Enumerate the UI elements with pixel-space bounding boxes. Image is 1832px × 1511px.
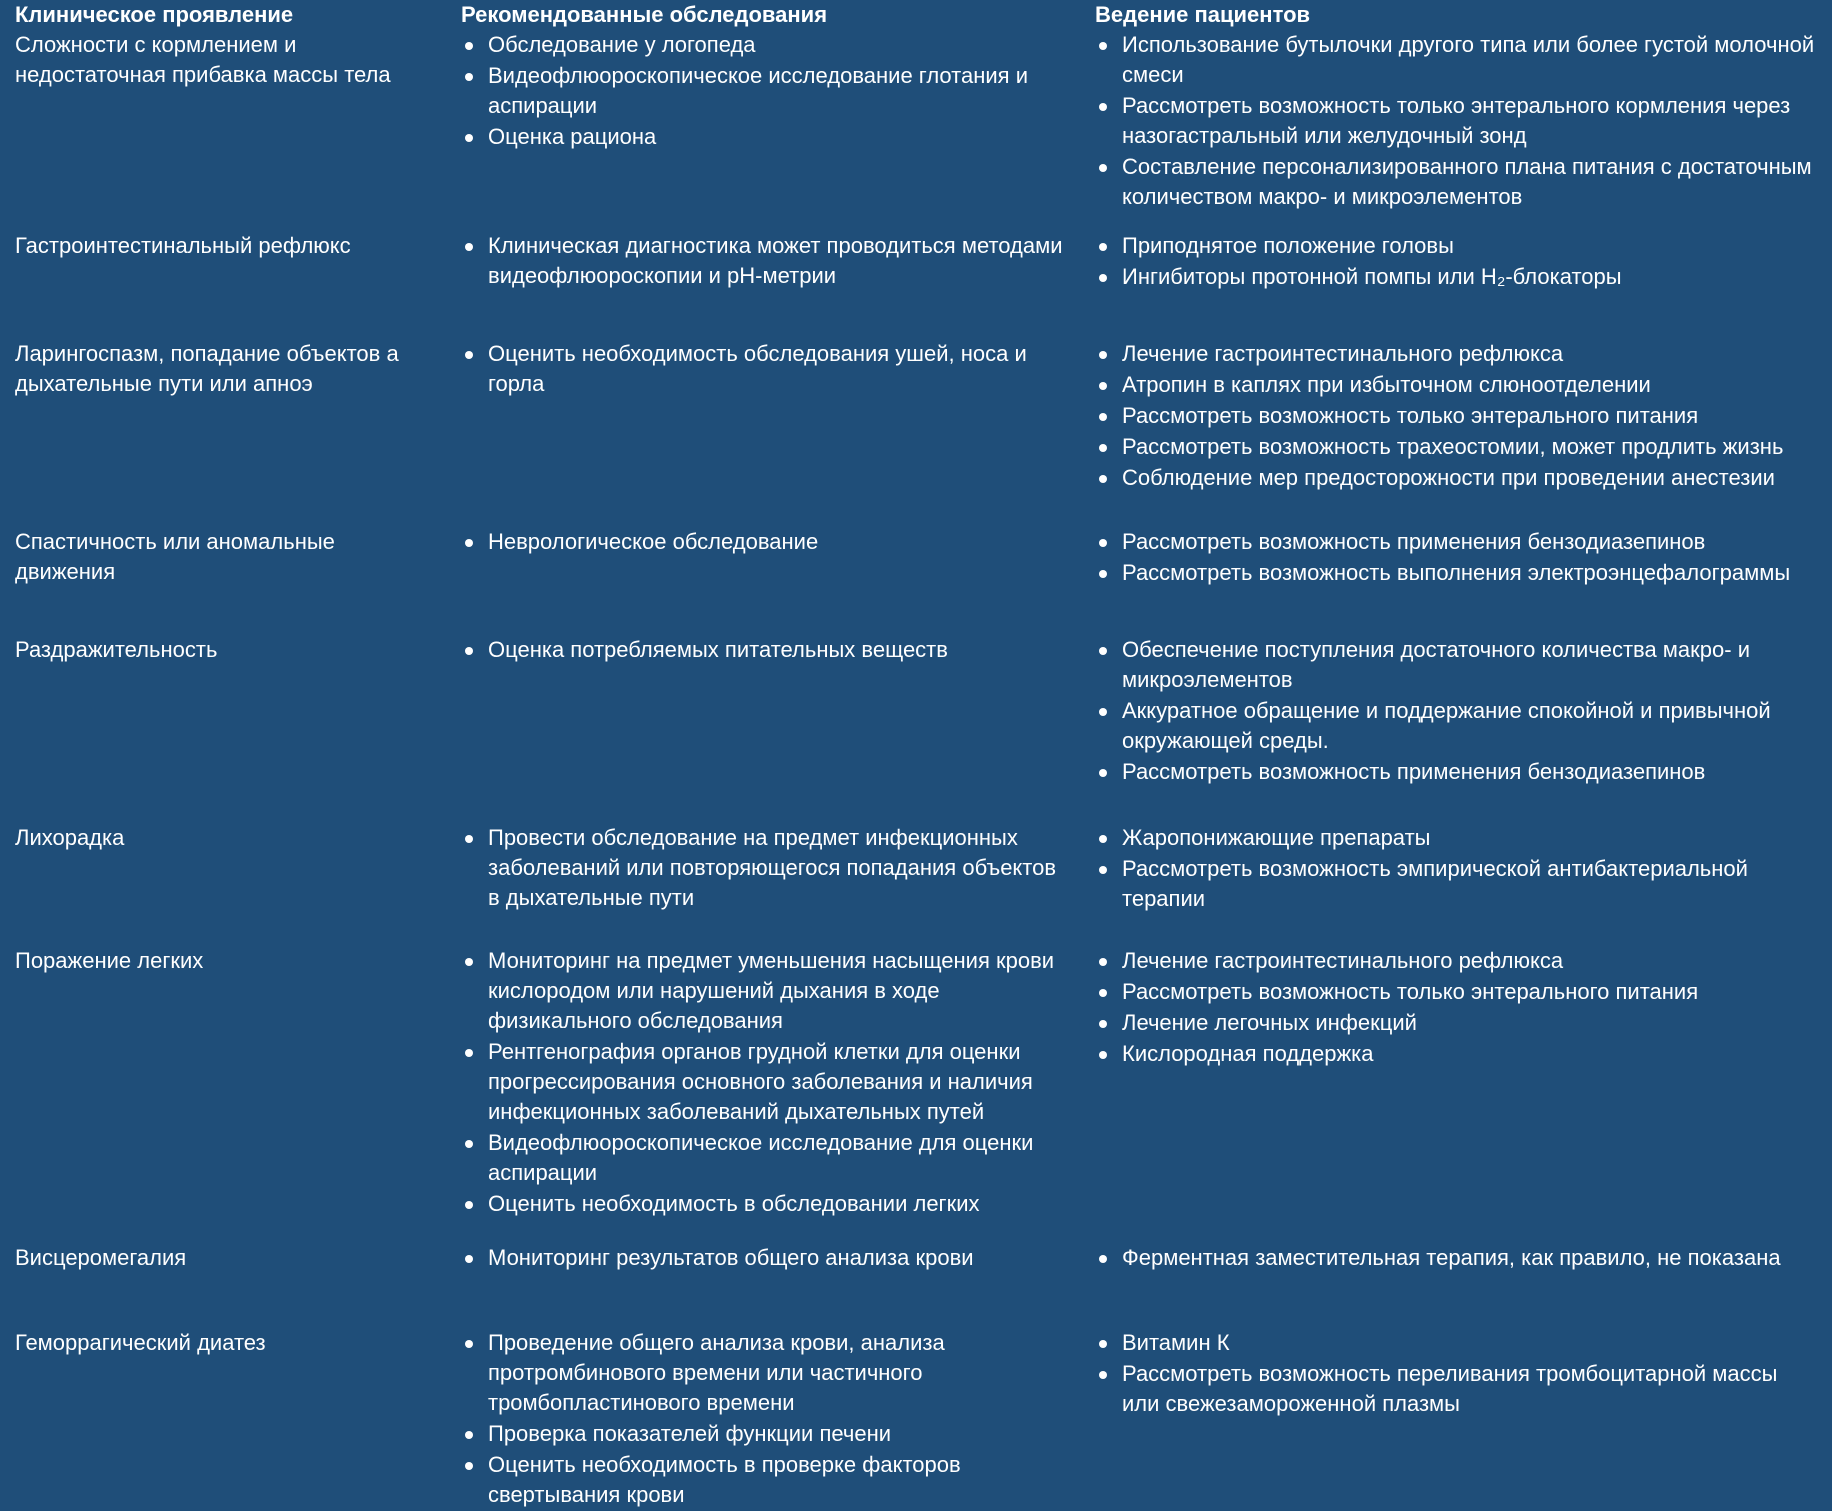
list-item: Рассмотреть возможность применения бензодиазепинов	[1095, 527, 1820, 557]
management-list	[1095, 339, 1820, 493]
list-item: Клиническая диагностика может проводиться методами видеофлюороскопии и pH-метрии	[461, 231, 1068, 291]
list-item: Витамин К	[1095, 1328, 1820, 1358]
management-cell	[1080, 635, 1832, 788]
manifestation-cell: Лихорадка	[15, 825, 125, 850]
management-cell	[1080, 1328, 1832, 1511]
management-list	[1095, 30, 1820, 212]
table-row	[0, 823, 1832, 915]
list-item: Ферментная заместительная терапия, как правило, не показана	[1095, 1243, 1820, 1273]
exams-cell	[446, 339, 1080, 494]
exams-list	[461, 231, 1068, 291]
list-item: Оценить необходимость обследования ушей, носа и горла	[461, 339, 1068, 399]
list-item: Обеспечение поступления достаточного количества макро- и микроэлементов	[1095, 635, 1820, 695]
list-item: Проведение общего анализа крови, анализа протромбинового времени или частичного тромбопластинового времени	[461, 1328, 1068, 1418]
management-list	[1095, 635, 1820, 787]
list-item: Рассмотреть возможность выполнения электроэнцефалограммы	[1095, 558, 1820, 588]
manifestation-cell: Спастичность или аномальные движения	[15, 529, 335, 584]
table-row	[0, 339, 1832, 494]
exams-cell	[446, 1328, 1080, 1511]
list-item: Рассмотреть возможность трахеостомии, может продлить жизнь	[1095, 432, 1820, 462]
management-cell	[1080, 339, 1832, 494]
list-item: Мониторинг на предмет уменьшения насыщения крови кислородом или нарушений дыхания в ходе физикального обследования	[461, 946, 1068, 1036]
header-recommended-exams: Рекомендованные обследования	[461, 2, 828, 27]
exams-list	[461, 1328, 1068, 1510]
table-row	[0, 231, 1832, 293]
list-item: Лечение гастроинтестинального рефлюкса	[1095, 339, 1820, 369]
list-item: Оценка потребляемых питательных веществ	[461, 635, 1068, 665]
management-cell	[1080, 527, 1832, 589]
management-cell	[1080, 231, 1832, 293]
list-item: Рентгенография органов грудной клетки для оценки прогрессирования основного заболевания и наличия инфекционных заболеваний дыхательных путей	[461, 1037, 1068, 1127]
header-clinical-manifestation: Клиническое проявление	[15, 2, 294, 27]
list-item: Ингибиторы протонной помпы или H₂-блокаторы	[1095, 262, 1820, 292]
list-item: Кислородная поддержка	[1095, 1039, 1820, 1069]
management-list	[1095, 946, 1820, 1069]
list-item: Лечение гастроинтестинального рефлюкса	[1095, 946, 1820, 976]
list-item: Рассмотреть возможность только энтерального питания	[1095, 977, 1820, 1007]
exams-cell	[446, 946, 1080, 1220]
exams-list	[461, 30, 1068, 152]
list-item: Жаропонижающие препараты	[1095, 823, 1820, 853]
list-item: Рассмотреть возможность только энтерального кормления через назогастральный или желудочный зонд	[1095, 91, 1820, 151]
list-item: Мониторинг результатов общего анализа крови	[461, 1243, 1068, 1273]
management-list	[1095, 1243, 1820, 1273]
table-row	[0, 946, 1832, 1220]
list-item: Рассмотреть возможность переливания тромбоцитарной массы или свежезамороженной плазмы	[1095, 1359, 1820, 1419]
management-cell	[1080, 823, 1832, 915]
management-list	[1095, 527, 1820, 588]
exams-cell	[446, 527, 1080, 589]
table-row	[0, 1328, 1832, 1511]
list-item: Неврологическое обследование	[461, 527, 1068, 557]
exams-cell	[446, 231, 1080, 293]
manifestation-cell: Висцеромегалия	[15, 1245, 187, 1270]
table-row	[0, 30, 1832, 213]
list-item: Видеофлюороскопическое исследование для оценки аспирации	[461, 1128, 1068, 1188]
list-item: Обследование у логопеда	[461, 30, 1068, 60]
list-item: Проверка показателей функции печени	[461, 1419, 1068, 1449]
management-cell	[1080, 946, 1832, 1220]
header-patient-management: Ведение пациентов	[1095, 2, 1311, 27]
exams-list	[461, 946, 1068, 1219]
manifestation-cell: Геморрагический диатез	[15, 1330, 266, 1355]
manifestation-cell: Сложности с кормлением и недостаточная прибавка массы тела	[15, 32, 391, 87]
list-item: Видеофлюороскопическое исследование глотания и аспирации	[461, 61, 1068, 121]
table-header-row	[0, 0, 1832, 30]
exams-list	[461, 1243, 1068, 1273]
table-row	[0, 635, 1832, 788]
list-item: Рассмотреть возможность применения бензодиазепинов	[1095, 757, 1820, 787]
list-item: Лечение легочных инфекций	[1095, 1008, 1820, 1038]
exams-list	[461, 635, 1068, 665]
exams-list	[461, 527, 1068, 557]
list-item: Провести обследование на предмет инфекционных заболеваний или повторяющегося попадания объектов в дыхательные пути	[461, 823, 1068, 913]
exams-cell	[446, 823, 1080, 915]
management-cell	[1080, 1243, 1832, 1274]
management-list	[1095, 1328, 1820, 1419]
exams-list	[461, 339, 1068, 399]
exams-cell	[446, 30, 1080, 213]
list-item: Оценка рациона	[461, 122, 1068, 152]
manifestation-cell: Гастроинтестинальный рефлюкс	[15, 233, 351, 258]
list-item: Атропин в каплях при избыточном слюноотделении	[1095, 370, 1820, 400]
table-row	[0, 1243, 1832, 1274]
management-cell	[1080, 30, 1832, 213]
manifestation-cell: Раздражительность	[15, 637, 218, 662]
list-item: Оценить необходимость в проверке факторов свертывания крови	[461, 1450, 1068, 1510]
table-row	[0, 527, 1832, 589]
management-list	[1095, 231, 1820, 292]
list-item: Оценить необходимость в обследовании легких	[461, 1189, 1068, 1219]
list-item: Рассмотреть возможность эмпирической антибактериальной терапии	[1095, 854, 1820, 914]
list-item: Соблюдение мер предосторожности при проведении анестезии	[1095, 463, 1820, 493]
exams-cell	[446, 635, 1080, 788]
manifestation-cell: Поражение легких	[15, 948, 204, 973]
list-item: Составление персонализированного плана питания с достаточным количеством макро- и микроэлементов	[1095, 152, 1820, 212]
list-item: Приподнятое положение головы	[1095, 231, 1820, 261]
list-item: Использование бутылочки другого типа или более густой молочной смеси	[1095, 30, 1820, 90]
exams-list	[461, 823, 1068, 913]
management-list	[1095, 823, 1820, 914]
manifestation-cell: Ларингоспазм, попадание объектов а дыхательные пути или апноэ	[15, 341, 399, 396]
list-item: Рассмотреть возможность только энтерального питания	[1095, 401, 1820, 431]
list-item: Аккуратное обращение и поддержание спокойной и привычной окружающей среды.	[1095, 696, 1820, 756]
exams-cell	[446, 1243, 1080, 1274]
